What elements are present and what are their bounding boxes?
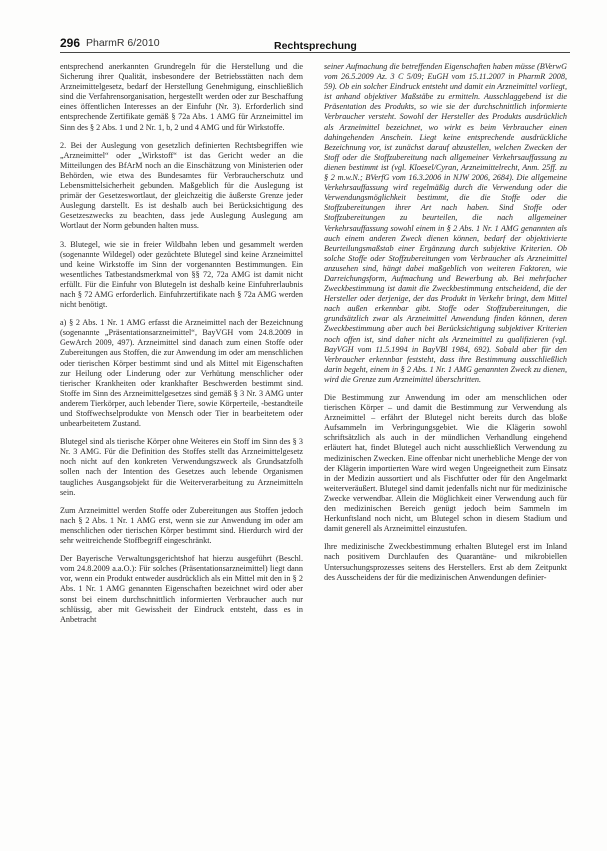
left-column (60, 62, 303, 625)
page-header (60, 36, 570, 52)
right-paragraph-2: Die Bestimmung zur Anwendung im oder am menschlichen oder tierischen Körper – und damit die Bestimmung zur Verwendung als Arzneimittel – erfährt der Blutegel nicht bereits durch das bloße Aufsammeln im Verbringungsgebiet. Wie die Klägerin sowohl schriftsätzlich als auch in der mündlichen Verhandlung eingehend erläutert hat, findet Blutegel auch nicht ausschließlich Verwendung zu medizinischen Zwecken. Eine offenbar nicht unerhebliche Menge der von der Klägerin importierten Ware wird wegen Ungeeignetheit zum Einsatz in der Medizin aussortiert und als Fischfutter oder für den Angelmarkt weiterveräußert. Blutegel sind damit jedenfalls nicht nur für medizinische Zwecke verwendbar. Allein die Möglichkeit einer Verwendung auch für den medizinischen Bereich genügt jedoch beim Sammeln im Herkunftsland noch nicht, um Blutegel schon in diesem Stadium und damit generell als Arzneimittel einzustufen. (324, 393, 567, 534)
right-paragraph-3: Ihre medizinische Zweckbestimmung erhalten Blutegel erst im Inland nach positivem Durchlaufen des Quarantäne- und mikrobiellen Untersuchungsprozesses seitens des Herstellers. Erst ab dem Zeitpunkt des Ausscheidens der für die medizinischen Anwendungen definier- (324, 542, 567, 582)
left-paragraph-7: Der Bayerische Verwaltungsgerichtshof hat hierzu ausgeführt (Beschl. vom 24.8.2009 a.a.O.): Für solches (Präsentationsarzneimittel) liegt dann vor, wenn ein Produkt entweder ausdrücklich als ein Mittel mit den in § 2 Abs. 1 Nr. 1 AMG genannten Eigenschaften bezeichnet wird oder aber sonst bei einem durchschnittlich informierten Verbraucher auch nur schlüssig, aber mit Gewissheit der Eindruck entsteht, dass es in Anbetracht (60, 554, 303, 624)
right-column (324, 62, 567, 583)
left-paragraph-4: a) § 2 Abs. 1 Nr. 1 AMG erfasst die Arzneimittel nach der Bezeichnung (sogenannte „Präsentationsarzneimittel“, BayVGH vom 24.8.2009 in GewArch 2009, 497). Arzneimittel sind danach zum einen Stoffe oder Zubereitungen aus Stoffen, die zur Anwendung im oder am menschlichen oder tierischen Körper bestimmt sind und als Mittel mit Eigenschaften zur Heilung oder Linderung oder zur Verhütung menschlicher oder tierischer Krankheiten oder krankhafter Beschwerden bestimmt sind. Stoffe im Sinn des Arzneimittelgesetzes sind gemäß § 3 Nr. 3 AMG unter anderem Tierkörper, auch lebender Tiere, sowie Körperteile, -bestandteile und Stoffwechselprodukte von Mensch oder Tier in bearbeitetem oder unbearbeitetem Zustand. (60, 318, 303, 429)
left-paragraph-5: Blutegel sind als tierische Körper ohne Weiteres ein Stoff im Sinn des § 3 Nr. 3 AMG. Für die Definition des Stoffes stellt das Arzneimittelgesetz noch nicht auf den konkreten Verwendungszweck als Grundsatzfolh sollen nach der Intention des Gesetzes auch lebende Organismen taugliches Ausgangsobjekt für die Weiterverarbeitung zu Arzneimitteln sein. (60, 437, 303, 497)
left-paragraph-6: Zum Arzneimittel werden Stoffe oder Zubereitungen aus Stoffen jedoch nach § 2 Abs. 1 Nr. 1 AMG erst, wenn sie zur Anwendung im oder am menschlichen oder tierischen Körper bestimmt sind. Hierdurch wird der sehr weitreichende Stoffbegriff eingeschränkt. (60, 505, 303, 546)
page-number: 296 (60, 36, 81, 50)
right-quotation: seiner Aufmachung die betreffenden Eigenschaften haben müsse (BVerwG vom 26.5.2009 Az. 3 C 5/09; EuGH vom 15.11.2007 in PharmR 2008, 59). Ob ein solcher Eindruck entsteht und damit ein Arzneimittel vorliegt, ist anhand objektiver Maßstäbe zu ermitteln. Ausschlaggebend ist die Präsentation des Produkts, so wie sie der durchschnittlich informierte Verbraucher versteht. Sowohl der Hersteller des Produkts ausdrücklich als Arzneimittel bezeichnet, wo wirkt es beim Verbraucher einen dahingehenden Anschein. Liegt keine entsprechende ausdrückliche Bezeichnung vor, ist zunächst darauf abzustellen, welchen Zwecken der Stoff oder die Stoffzubereitung nach allgemeiner Verkehrsauffassung zu dienen bestimmt ist (vgl. Kloesel/Cyran, Arzneimittelrecht, Anm. 25ff. zu § 2 m.w.N.; BVerfG vom 16.3.2006 in NJW 2006, 2684). Die allgemeine Verkehrsauffassung wird regelmäßig durch die Verwendung oder die Verwendungsmöglichkeit bestimmt, die die Stoffe oder die Stoffzubereitungen ihrer Art nach haben. Sind Stoffe oder Stoffzubereitungen zu beurteilen, die nach allgemeiner Verkehrsauffassung sowohl einem in § 2 Abs. 1 Nr. 1 AMG genannten als auch einem anderen Zweck dienen können, bedarf der objektivierte Beurteilungsmaßstab einer Ergänzung durch subjektive Kriterien. Ob solche Stoffe oder Stoffzubereitungen vom Verbraucher als Arzneimittel anzusehen sind, hängt dabei maßgeblich von weiteren Faktoren, wie Darreichungsform, Aufmachung und Bewerbung ab. Bei mehrfacher Zweckbestimmung ist damit die Zweckbestimmung entscheidend, die der Hersteller oder derjenige, der das Produkt in Verkehr bringt, dem Mittel nach außen erkennbar gibt. Stoffe oder Stoffzubereitungen, die grundsätzlich zwar als Arzneimittel Anwendung finden können, deren Zweckbestimmung aber auch bei Berücksichtigung subjektiver Kriterien noch offen ist, sind daher nicht als Arzneimittel zu qualifizieren (vgl. BayVGH vom 11.5.1994 in BayVBl 1984, 692). Sobald aber für den Verbraucher erkennbar feststeht, dass ihre Bestimmung ausschließlich darin begeht, einem in § 2 Abs. 1 Nr. 1 AMG genannten Zweck zu dienen, wird die Grenze zum Arzneimittel überschritten. (324, 62, 567, 384)
journal-issue: PharmR 6/2010 (86, 37, 160, 49)
header-rule (60, 52, 570, 53)
left-paragraph-2: 2. Bei der Auslegung von gesetzlich definierten Rechtsbegriffen wie „Arzneimittel“ oder „Wirkstoff“ ist das Gericht weder an die Mitteilungen des BfArM noch an die Einschätzung von Ministerien oder Behörden, wie etwa des Bundesamtes für Verbraucherschutz und Lebensmittelsicherheit gebunden. Maßgeblich für die Auslegung ist primär der Gesetzeswortlaut, der gleichzeitig die äußerste Grenze jeder Auslegung darstellt. Es ist deshalb auch bei Berücksichtigung des Gesetzeszwecks zu beachten, dass jede Auslegung Auslegung am Wortlaut der Norm gebunden halten muss. (60, 140, 303, 231)
left-paragraph-3: 3. Blutegel, wie sie in freier Wildbahn leben und gesammelt werden (sogenannte Wildegel) oder gezüchtete Blutegel sind keine Arzneimittel und keine Wirkstoffe im Sinn der vorgenannten Bestimmungen. Ein wesentliches Tatbestandsmerkmal von §§ 72, 72a AMG ist damit nicht erfüllt. Für die Einfuhr von Blutegeln ist deshalb keine Einfuhrerlaubnis nach § 72 AMG erforderlich. Einfuhrzertifikate nach § 72a AMG werden nicht benötigt. (60, 239, 303, 310)
left-paragraph-1: entsprechend anerkannten Grundregeln für die Herstellung und die Sicherung ihrer Qualität, insbesondere der Betriebsstätten nach dem Arzneimittelgesetz, bedarf der Herstellung Genehmigung, einschließlich sind die Verfahrensorganisation, hergestellt werden oder zur Beschaffung eines öffentlichen Interesses an der Einfuhr (Nr. 3). Erforderlich sind entsprechende Zertifikate gemäß § 72a Abs. 1 AMG für Arzneimittel im Sinn des § 2 Abs. 1 und 2 Nr. 1, b, 2 und 4 AMG und für Wirkstoffe. (60, 62, 303, 132)
section-title: Rechtsprechung (268, 40, 363, 52)
